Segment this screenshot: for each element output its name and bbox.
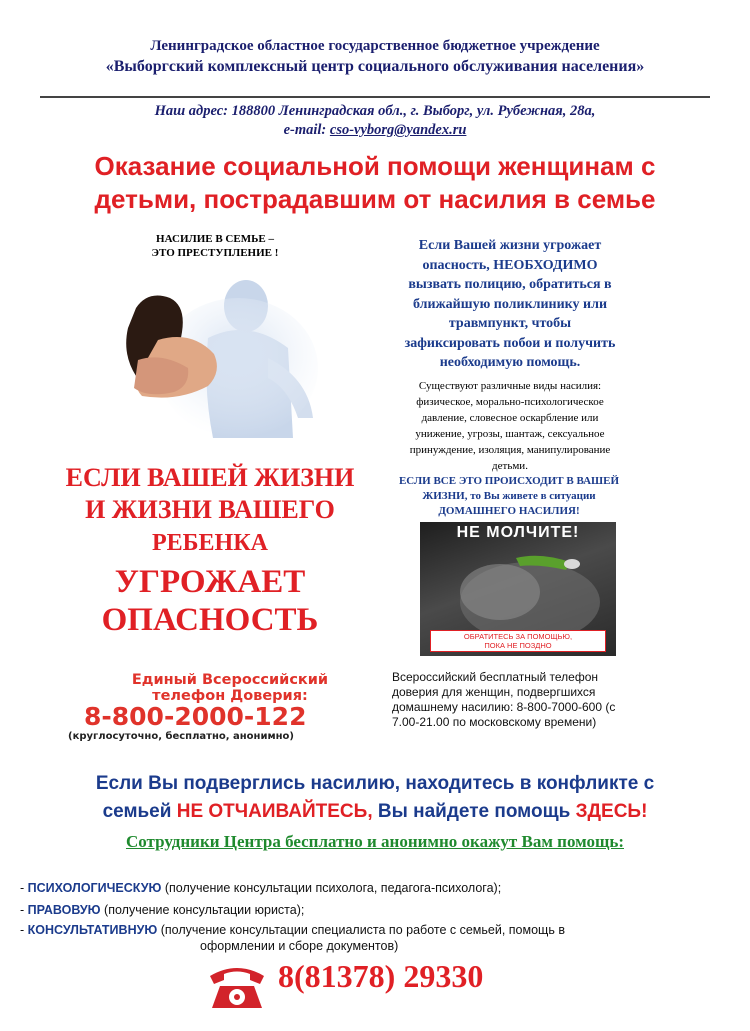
violence-line: детьми. bbox=[492, 460, 528, 472]
dont-be-silent-poster bbox=[420, 522, 616, 656]
center-phone-number[interactable]: 8(81378) 29330 bbox=[278, 958, 484, 994]
service-dash: - bbox=[20, 903, 28, 917]
appeal-text bbox=[15, 770, 735, 826]
service-item-psychological bbox=[20, 880, 501, 896]
service-name: ПРАВОВУЮ bbox=[27, 903, 101, 917]
warning-line-5: ОПАСНОСТЬ bbox=[101, 602, 319, 638]
hotline-label-1: Единый Всероссийский bbox=[131, 672, 329, 688]
service-desc: (получение консультации психолога, педагога-психолога); bbox=[161, 881, 502, 895]
header-divider bbox=[40, 96, 710, 98]
service-dash: - bbox=[20, 881, 28, 895]
org-type: Ленинградское областное государственное бюджетное учреждение bbox=[150, 38, 600, 54]
service-desc: (получение консультации юриста); bbox=[100, 903, 305, 917]
domestic-line: ЕСЛИ ВСЕ ЭТО ПРОИСХОДИТ В ВАШЕЙ bbox=[398, 475, 620, 487]
poster-caption bbox=[430, 630, 606, 652]
crime-statement bbox=[100, 232, 330, 260]
poster-headline: НЕ МОЛЧИТЕ! bbox=[456, 524, 580, 541]
warning-line-4: УГРОЖАЕТ bbox=[114, 564, 306, 600]
service-item-consultative bbox=[20, 922, 700, 938]
violence-line: принуждение, изоляция, манипулирование bbox=[409, 444, 611, 456]
appeal-here: ЗДЕСЬ! bbox=[575, 801, 648, 822]
hotline-number[interactable]: 8-800-2000-122 bbox=[84, 702, 307, 731]
crime-line-2: ЭТО ПРЕСТУПЛЕНИЕ ! bbox=[151, 247, 279, 259]
appeal-line-2 bbox=[15, 798, 735, 826]
violence-intro: Существуют различные виды насилия: bbox=[418, 380, 602, 392]
advice-block bbox=[380, 236, 640, 373]
advice-line: опасность, НЕОБХОДИМО bbox=[422, 257, 598, 273]
email-line bbox=[0, 122, 750, 139]
email-prefix: e-mail: bbox=[283, 122, 330, 138]
page-title bbox=[20, 150, 730, 216]
appeal-find-help: Вы найдете помощь bbox=[372, 801, 576, 822]
advice-line: необходимую помощь. bbox=[439, 355, 581, 370]
appeal-line-1: Если Вы подверглись насилию, находитесь в конфликте с bbox=[95, 773, 655, 794]
appeal-dont-despair: НЕ ОТЧАИВАЙТЕСЬ, bbox=[176, 801, 373, 822]
women-hotline-line: доверия для женщин, подвергшихся bbox=[392, 685, 596, 699]
warning-line-1: ЕСЛИ ВАШЕЙ ЖИЗНИ bbox=[65, 463, 355, 492]
domestic-violence-note bbox=[378, 474, 640, 519]
hotline-note: (круглосуточно, бесплатно, анонимно) bbox=[68, 731, 294, 742]
org-name: «Выборгский комплексный центр социального обслуживания населения» bbox=[105, 58, 645, 75]
advice-line: зафиксировать побои и получить bbox=[404, 335, 616, 351]
women-hotline-line: 7.00-21.00 по московскому времени) bbox=[392, 715, 597, 729]
email-link[interactable]: cso-vyborg@yandex.ru bbox=[329, 122, 467, 138]
service-item-legal bbox=[20, 902, 304, 918]
service-name: КОНСУЛЬТАТИВНУЮ bbox=[27, 923, 158, 937]
advice-line: вызвать полицию, обратиться в bbox=[408, 277, 612, 292]
hotline-label bbox=[80, 672, 380, 704]
women-hotline-line: Всероссийский бесплатный телефон bbox=[392, 670, 599, 684]
warning-line-3: РЕБЕНКА bbox=[152, 530, 268, 556]
service-name: ПСИХОЛОГИЧЕСКУЮ bbox=[27, 881, 162, 895]
staff-help-heading: Сотрудники Центра бесплатно и анонимно окажут Вам помощь: bbox=[125, 832, 624, 851]
domestic-line: ЖИЗНИ, то Вы живете в ситуации bbox=[422, 490, 596, 502]
women-hotline-line: домашнему насилию: 8-800-7000-600 (с bbox=[392, 700, 616, 714]
violence-line: физическое, морально-психологическое bbox=[416, 396, 604, 408]
warning-line-2: И ЖИЗНИ ВАШЕГО bbox=[85, 495, 335, 524]
title-line-1: Оказание социальной помощи женщинам с bbox=[94, 151, 656, 181]
advice-line: травмпункт, чтобы bbox=[448, 316, 572, 331]
violence-line: унижение, угрозы, шантаж, сексуальное bbox=[415, 428, 605, 440]
advice-line: Если Вашей жизни угрожает bbox=[418, 238, 602, 253]
woman-photo bbox=[118, 268, 318, 438]
telephone-icon bbox=[206, 960, 268, 1012]
service-desc: (получение консультации специалиста по работе с семьей, помощь в bbox=[157, 923, 565, 937]
crime-line-1: НАСИЛИЕ В СЕМЬЕ – bbox=[156, 233, 274, 245]
poster-caption-2: ПОКА НЕ ПОЗДНО bbox=[484, 641, 552, 650]
violence-line: давление, словесное оскарбление или bbox=[421, 412, 599, 424]
title-line-2: детьми, пострадавшим от насилия в семье bbox=[94, 184, 656, 214]
hotline-label-2: телефон Доверия: bbox=[152, 688, 308, 704]
service-desc-continued: оформлении и сборе документов) bbox=[200, 939, 399, 953]
domestic-line: ДОМАШНЕГО НАСИЛИЯ! bbox=[438, 505, 580, 517]
appeal-family: семьей bbox=[102, 801, 177, 822]
violence-types bbox=[385, 378, 635, 474]
advice-line: ближайшую поликлинику или bbox=[412, 296, 608, 312]
service-dash: - bbox=[20, 923, 28, 937]
poster-caption-1: ОБРАТИТЕСЬ ЗА ПОМОЩЬЮ, bbox=[463, 632, 573, 641]
address: Наш адрес: 188800 Ленинградская обл., г. Выборг, ул. Рубежная, 28а, bbox=[154, 103, 596, 119]
women-hotline-info bbox=[392, 670, 642, 730]
